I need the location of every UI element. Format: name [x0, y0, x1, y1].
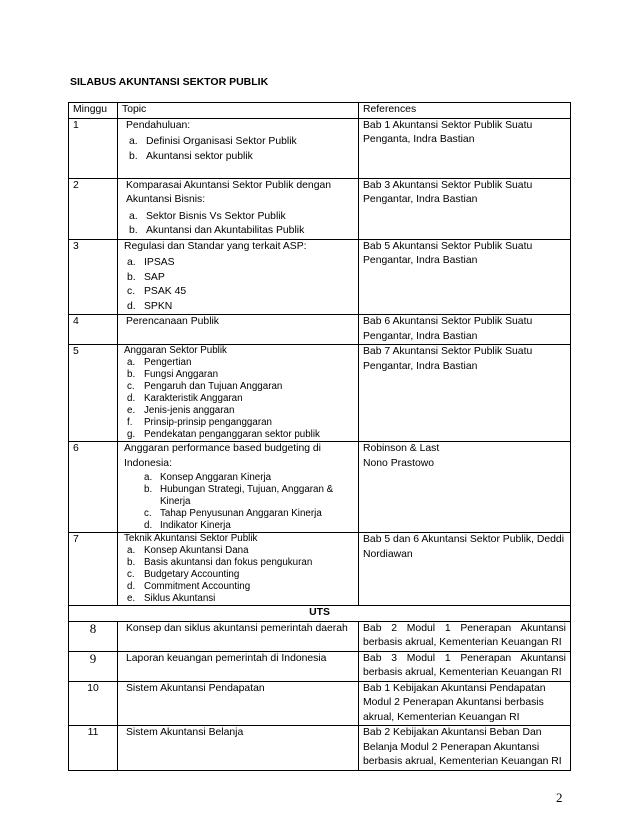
- syllabus-table: [68, 102, 571, 771]
- list-item: d. Indikator Kinerja: [144, 520, 231, 531]
- list-item: b. Hubungan Strategi, Tujuan, Anggaran & Kinerja: [144, 484, 334, 507]
- topic-list: [124, 545, 354, 605]
- table-row: [69, 681, 571, 726]
- topic-cell: Laporan keuangan pemerintah di Indonesia: [118, 651, 359, 681]
- topic-list: [126, 135, 354, 164]
- list-item: e. Siklus Akuntansi: [127, 593, 216, 604]
- list-item: b. Akuntansi sektor publik: [129, 150, 253, 162]
- week-number: 2: [69, 178, 118, 239]
- topic-cell: [118, 533, 359, 606]
- list-item: a. Sektor Bisnis Vs Sektor Publik: [129, 210, 286, 222]
- reference-cell: Robinson & Last Nono Prastowo: [359, 442, 571, 533]
- list-item: e. Jenis-jenis anggaran: [127, 405, 235, 416]
- uts-label: UTS: [69, 606, 571, 622]
- list-item: d. Karakteristik Anggaran: [127, 393, 243, 404]
- reference-cell: Bab 6 Akuntansi Sektor Publik Suatu Pengantar, Indra Bastian: [359, 315, 571, 345]
- reference-cell: Bab 2 Kebijakan Akuntansi Beban Dan Belanja Modul 2 Penerapan Akuntansi berbasis akrual, Kementerian Keuangan RI: [359, 726, 571, 771]
- table-row: [69, 442, 571, 533]
- topic-cell: [118, 345, 359, 442]
- week-number: 4: [69, 315, 118, 345]
- reference-cell: Bab 5 dan 6 Akuntansi Sektor Publik, Deddi Nordiawan: [359, 533, 571, 606]
- topic-list: [124, 256, 354, 314]
- topic-cell: [118, 442, 359, 533]
- list-item: b. Basis akuntansi dan fokus pengukuran: [127, 557, 313, 568]
- reference-cell: Bab 2 Modul 1 Penerapan Akuntansi berbasis akrual, Kementerian Keuangan RI: [359, 621, 571, 651]
- list-item: c. Budgetary Accounting: [127, 569, 240, 580]
- topic-heading: Pendahuluan:: [126, 119, 191, 131]
- table-row: [69, 651, 571, 681]
- reference-cell: Bab 5 Akuntansi Sektor Publik Suatu Pengantar, Indra Bastian: [359, 239, 571, 315]
- week-number: 9: [69, 651, 118, 681]
- table-row: [69, 345, 571, 442]
- week-number: 10: [69, 681, 118, 726]
- week-number: 8: [69, 621, 118, 651]
- table-row: [69, 118, 571, 178]
- topic-heading: Komparasai Akuntansi Sektor Publik dengan Akuntansi Bisnis:: [126, 179, 332, 205]
- list-item: a. Definisi Organisasi Sektor Publik: [129, 136, 297, 147]
- reference-cell: Bab 3 Modul 1 Penerapan Akuntansi berbasis akrual, Kementerian Keuangan RI: [359, 651, 571, 681]
- reference-cell: Bab 3 Akuntansi Sektor Publik Suatu Pengantar, Indra Bastian: [359, 178, 571, 239]
- table-row: [69, 315, 571, 345]
- header-topic: Topic: [118, 103, 359, 119]
- topic-list: [126, 210, 354, 239]
- header-references: References: [359, 103, 571, 119]
- list-item: b. SAP: [127, 271, 165, 283]
- week-number: 5: [69, 345, 118, 442]
- list-item: f. Prinsip-prinsip penganggaran: [127, 417, 272, 428]
- topic-heading: Anggaran Sektor Publik: [124, 345, 227, 356]
- table-row: [69, 621, 571, 651]
- table-row: [69, 533, 571, 606]
- topic-cell: Perencanaan Publik: [118, 315, 359, 345]
- list-item: b. Fungsi Anggaran: [127, 369, 219, 380]
- topic-heading: Teknik Akuntansi Sektor Publik: [124, 533, 258, 544]
- topic-cell: [118, 239, 359, 315]
- uts-row: [69, 606, 571, 622]
- topic-heading: Regulasi dan Standar yang terkait ASP:: [124, 240, 307, 252]
- list-item: d. SPKN: [127, 300, 173, 312]
- reference-cell: Bab 1 Kebijakan Akuntansi Pendapatan Modul 2 Penerapan Akuntansi berbasis akrual, Kementerian Keuangan RI: [359, 681, 571, 726]
- list-item: c. Tahap Penyusunan Anggaran Kinerja: [144, 508, 322, 519]
- table-row: [69, 239, 571, 315]
- header-minggu: Minggu: [69, 103, 118, 119]
- list-item: a. Pengertian: [127, 357, 192, 368]
- topic-heading: Anggaran performance based budgeting di Indonesia:: [124, 443, 321, 469]
- list-item: a. Konsep Akuntansi Dana: [127, 545, 249, 556]
- reference-cell: Bab 1 Akuntansi Sektor Publik Suatu Penganta, Indra Bastian: [359, 118, 571, 178]
- list-item: c. Pengaruh dan Tujuan Anggaran: [127, 381, 283, 392]
- week-number: 1: [69, 118, 118, 178]
- topic-cell: Sistem Akuntansi Belanja: [118, 726, 359, 771]
- topic-list: [124, 357, 354, 441]
- table-row: [69, 178, 571, 239]
- table-header-row: [69, 103, 571, 119]
- topic-cell: Konsep dan siklus akuntansi pemerintah daerah: [118, 621, 359, 651]
- list-item: a. IPSAS: [127, 257, 175, 268]
- list-item: g. Pendekatan penganggaran sektor publik: [127, 429, 320, 440]
- list-item: b. Akuntansi dan Akuntabilitas Publik: [129, 225, 305, 236]
- topic-cell: [118, 118, 359, 178]
- list-item: d. Commitment Accounting: [127, 581, 251, 592]
- topic-list: [124, 472, 354, 532]
- list-item: c. PSAK 45: [127, 286, 187, 297]
- topic-cell: [118, 178, 359, 239]
- table-row: [69, 726, 571, 771]
- reference-cell: Bab 7 Akuntansi Sektor Publik Suatu Pengantar, Indra Bastian: [359, 345, 571, 442]
- document-title: SILABUS AKUNTANSI SEKTOR PUBLIK: [70, 76, 269, 88]
- page-number: 2: [556, 790, 563, 805]
- week-number: 11: [69, 726, 118, 771]
- week-number: 7: [69, 533, 118, 606]
- topic-cell: Sistem Akuntansi Pendapatan: [118, 681, 359, 726]
- week-number: 6: [69, 442, 118, 533]
- list-item: a. Konsep Anggaran Kinerja: [144, 472, 272, 483]
- week-number: 3: [69, 239, 118, 315]
